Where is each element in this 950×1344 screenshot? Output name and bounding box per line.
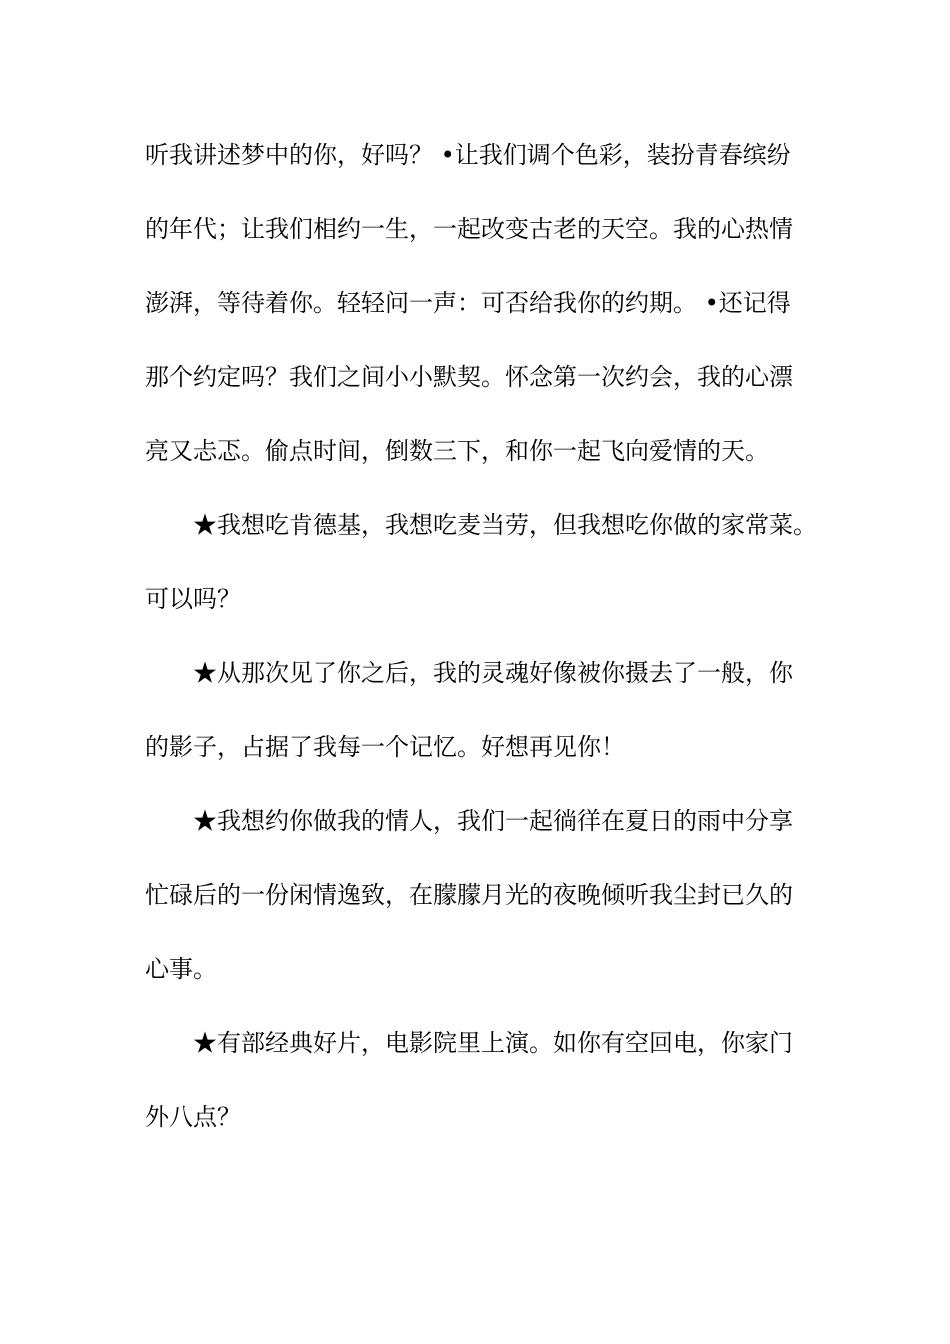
text-line: 的影子，占据了我每一个记忆。好想再见你！ [145, 733, 625, 761]
text-line: 忙碌后的一份闲情逸致，在朦朦月光的夜晚倾听我尘封已久的 [145, 881, 793, 909]
text-line: 的年代；让我们相约一生，一起改变古老的天空。我的心热情 [145, 215, 793, 243]
paragraph-3 [145, 636, 815, 784]
text-line: 心事。 [145, 955, 217, 983]
text-line: 那个约定吗？我们之间小小默契。怀念第一次约会，我的心漂 [145, 363, 793, 391]
text-line: ★有部经典好片，电影院里上演。如你有空回电，你家门 [193, 1029, 793, 1057]
text-line: 外八点？ [145, 1103, 241, 1131]
paragraph-5 [145, 1006, 815, 1154]
paragraph-2 [145, 488, 815, 636]
text-line: 听我讲述梦中的你，好吗？ •让我们调个色彩，装扮青春缤纷 [145, 141, 791, 169]
document-body [145, 118, 815, 1154]
paragraph-1 [145, 118, 815, 488]
paragraph-4 [145, 784, 815, 1006]
text-line: 澎湃，等待着你。轻轻问一声：可否给我你的约期。 •还记得 [145, 289, 791, 317]
text-line: ★我想约你做我的情人，我们一起徜徉在夏日的雨中分享 [193, 807, 793, 835]
text-line: ★从那次见了你之后，我的灵魂好像被你摄去了一般，你 [193, 659, 793, 687]
text-line: 亮又忐忑。偷点时间，倒数三下，和你一起飞向爱情的天。 [145, 437, 769, 465]
text-line: ★我想吃肯德基，我想吃麦当劳，但我想吃你做的家常菜。 [193, 511, 817, 539]
text-line: 可以吗？ [145, 585, 241, 613]
